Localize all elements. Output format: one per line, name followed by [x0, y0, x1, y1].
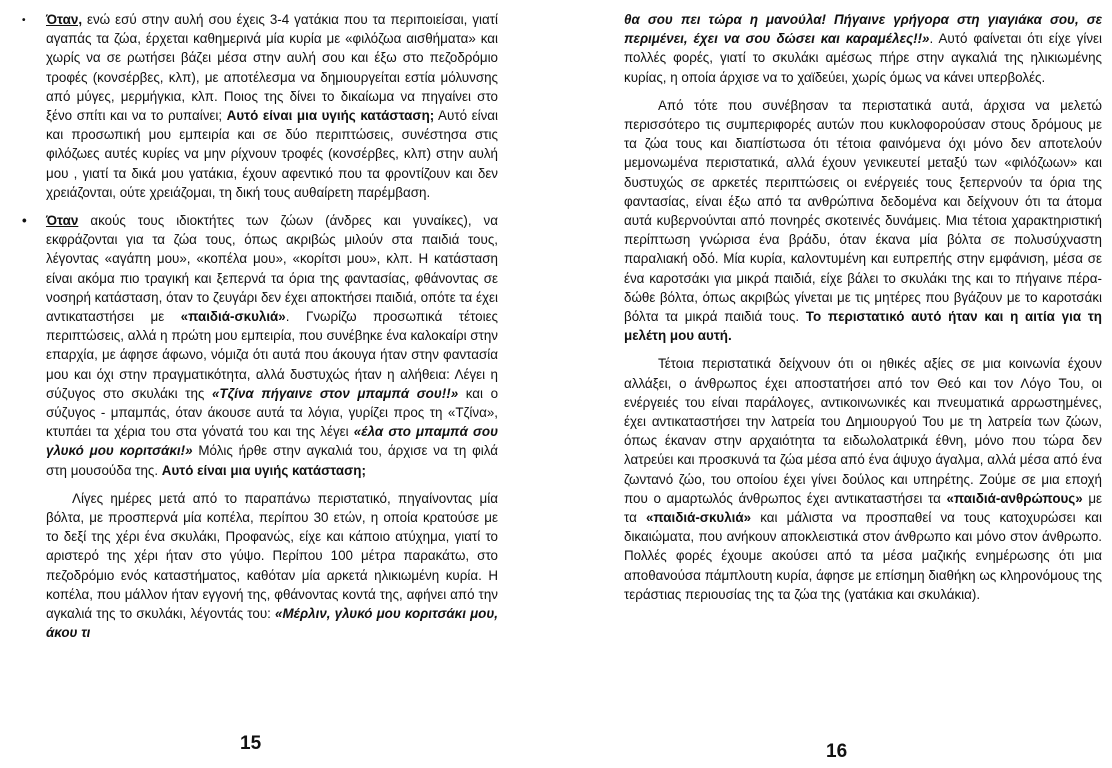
text: . Γνωρίζω προσωπικά τέτοιες περιπτώσεις, αλλά η πρώτη μου εμπειρία, που συνέβηκε ένα καλοκαίρι στην επαρχία, με άφησε άφωνο, νόμιζα ότι αυτά που άκουγα ήταν στην φαντασία μου και όχι στην πραγματικότητα, αλλά δυστυχώς ήταν η αλήθεια: Λέγει η σύζυγος στο σκυλάκι της [46, 309, 498, 401]
text: Αυτό είναι και προσωπική μου εμπειρία και σε δύο περιπτώσεις, συνέστησα στις φιλόζωες αυτές κυρίες να μην ρίχνουν τροφές (κονσέρβες, κλπ) στην αυλή μου , γιατί τα δικά μου γατάκια, έχουν αφεντικό που τα φροντίζουν και δεν χρειάζονται, ούτε χρειάζομαι, τη δική τους αυθαίρετη παρέμβαση. [46, 108, 498, 200]
quote: «Τζίνα πήγαινε στον μπαμπά σου!!» [211, 385, 459, 401]
paragraph-1 [624, 10, 1102, 87]
page-number: 15 [240, 733, 262, 754]
bullet-dot-icon: • [22, 213, 27, 229]
bold-question: Αυτό είναι μια υγιής κατάσταση; [226, 108, 435, 124]
paragraph-3 [22, 489, 498, 643]
text: Μόλις ήρθε στην αγκαλιά του, άρχισε να τη φιλά στη μουσούδα της. [46, 443, 498, 478]
bold-sentence: Το περιστατικό αυτό ήταν και η αιτία για τη μελέτη μου αυτή. [624, 309, 1102, 344]
quote: θα σου πει τώρα η μανούλα! Πήγαινε γρήγορα στη γιαγιάκα σου, σε περιμένει, έχει να σου δώσει και καραμέλες!!» [624, 12, 1102, 47]
right-page [556, 0, 1112, 768]
text: με τα [624, 490, 1103, 526]
quote: «έλα στο μπαμπά σου γλυκό μου κοριτσάκι!» [46, 424, 499, 459]
text: Από τότε που συνέβησαν τα περιστατικά αυτά, άρχισα να μελετώ περισσότερο τις συμπεριφορές αυτών που κυκλοφορούσαν στους δρόμους με τα ζώα τους και διαπίστωσα ότι τέτοια φαινόμενα όχι μόνο δεν αποτελούν μεμονωμένα περιστατικά, αλλά έχουν γενικευτεί μεταξύ των «φιλόζωων» και δυστυχώς σε αρκετές περιπτώσεις οι ενέργειές τους ξεπερνούν τα όρια της φαντασίας, είναι έξω από τα ανθρώπινα δεδομένα και δείχνουν ότι τα άτομα αυτά κυβερνούνται από πονηρές σκοτεινές δυνάμεις. Μια τέτοια χαρακτηριστική περίπτωση γνώρισα ένα βράδυ, όταν έκανα μία βόλτα σε πολυσύχναστη παραλιακή οδό. Μία κυρία, καλοντυμένη και ευπρεπής στην εμφάνιση, μέσα σε ένα καροτσάκι για μικρά παιδιά, είχε βάλει το σκυλάκι της και το πήγαινε πέρα-δώθε βόλτα, όπως ακριβώς γίνεται με τις μητέρες που βγάζουν με το καροτσάκι βόλτα τα μικρά παιδιά τους. [624, 97, 1102, 325]
paragraph-2 [624, 96, 1102, 346]
text: . Αυτό φαίνεται ότι είχε γίνει πολλές φορές, γιατί το σκυλάκι αμέσως πήρε στην αγκαλιά της ηλικιωμένης κυρίας, η οποία άρχισε να το χαϊδεύει, χωρίς όμως να κάνει υπερβολές. [624, 31, 1102, 85]
paragraph-3 [624, 354, 1102, 604]
bold-term: «παιδιά-ανθρώπους» [946, 490, 1083, 506]
text: Τέτοια περιστατικά δείχνουν ότι οι ηθικές αξίες σε μια κοινωνία έχουν αλλάξει, ο άνθρωπος έχει αποστατήσει από τον Θεό και τον Λόγο Του, οι ενέργειές του είναι παράλογες, αντικοινωνικές και πνευματικά αρρωστημένες, έχει αντικαταστήσει την λατρεία του Δημιουργού Του με τη λατρεία των ζώων, όπως έκαναν στην αρχαιότητα τα ειδωλολατρικά έθνη, μόνο που τώρα δεν λατρεύει και προσκυνά τα ζώα μέσα από ένα άψυχο άγαλμα, αλλά μέσα από ένα ζωντανό ζώο, του οποίου έχει γίνει δούλος και υπηρέτης. Ζούμε σε μια εποχή που ο αμαρτωλός άνθρωπος έχει αντικαταστήσει τα [624, 356, 1102, 506]
right-page-text [624, 10, 1102, 613]
bold-question: Αυτό είναι μια υγιής κατάσταση; [161, 462, 366, 478]
keyword: Όταν [46, 213, 79, 229]
keyword: Όταν, [46, 12, 83, 27]
bold-term: «παιδιά-σκυλιά» [180, 309, 286, 325]
quote: «Μέρλιν, γλυκό μου κοριτσάκι μου, άκου τι [46, 606, 498, 641]
text: και ο σύζυγος - μπαμπάς, όταν άκουσε αυτά τα λόγια, γυρίζει προς τη «Τζίνα», κτυπάει τα χέρια του στα γόνατά του και της λέγει [46, 385, 499, 440]
text: και μάλιστα να προσπαθεί να τους κατοχυρώσει και δικαιώματα, που ανήκουν αποκλειστικά στον άνθρωπο και μόνο στον άνθρωπο. Πολλές φορές έχουμε ακούσει από τα μέσα μαζικής ενημέρωσης ότι μια αποθανούσα πάμπλουτη κυρία, άφησε με επίσημη διαθήκη ως κληρονόμους της τεράστιας περιουσίας της τα ζώα της (γατάκια και σκυλάκια). [624, 510, 1102, 602]
bullet-dot-icon: • [22, 15, 26, 26]
text: Λίγες ημέρες μετά από το παραπάνω περιστατικό, πηγαίνοντας μία βόλτα, με προσπερνά μία κοπέλα, περίπου 30 ετών, η οποία κρατούσε με το δεξί της χέρι ένα σκυλάκι, Προφανώς, είχε και κάποιο ατύχημα, γιατί το αριστερό της χέρι ήταν στο γύψο. Περίπου 100 μέτρα παρακάτω, στο πεζοδρόμιο ενός καταστήματος, καθόταν μία αρκετά ηλικιωμένη κυρία. Η κοπέλα, που μάλλον ήταν εγγονή της, φθάνοντας κοντά της, αφήνει από την αγκαλιά της το σκυλάκι, λέγοντάς του: [46, 490, 498, 622]
bullet-paragraph-2 [22, 211, 498, 480]
bullet-paragraph-1 [22, 10, 498, 202]
page-number: 16 [826, 741, 848, 762]
left-page-text [22, 10, 498, 652]
bold-term: «παιδιά-σκυλιά» [645, 510, 752, 526]
text: ακούς τους ιδιοκτήτες των ζώων (άνδρες και γυναίκες), να εκφράζονται για τα ζώα τους, όπως ακριβώς μιλούν στα παιδιά τους, λέγοντας «αγάπη μου», «κοπέλα μου», «κορίτσι μου», κλπ. Η κατάσταση είναι ακόμα πιο τραγική και ξεπερνά τα όρια της φαντασίας, φθάνοντας σε νοσηρή κατάσταση, όταν το ζευγάρι δεν έχει αποκτήσει παιδιά, οπότε τα έχει αντικαταστήσει με [46, 213, 498, 325]
text: ενώ εσύ στην αυλή σου έχεις 3-4 γατάκια που τα περιποιείσαι, γιατί αγαπάς τα ζώα, έρχεται καθημερινά μία κυρία με «φιλόζωα αισθήματα» και χωρίς να σε ρωτήσει βάζει μέσα στην αυλή σου και έξω στο πεζοδρόμιο τροφές (κονσέρβες, κλπ), με αποτέλεσμα να δημιουργείται εστία μόλυνσης από μύγες, μερμήγκια, κλπ. Ποιος της δίνει το δικαίωμα να πηγαίνει στο ξένο σπίτι και να το ρυπαίνει; [46, 12, 498, 124]
